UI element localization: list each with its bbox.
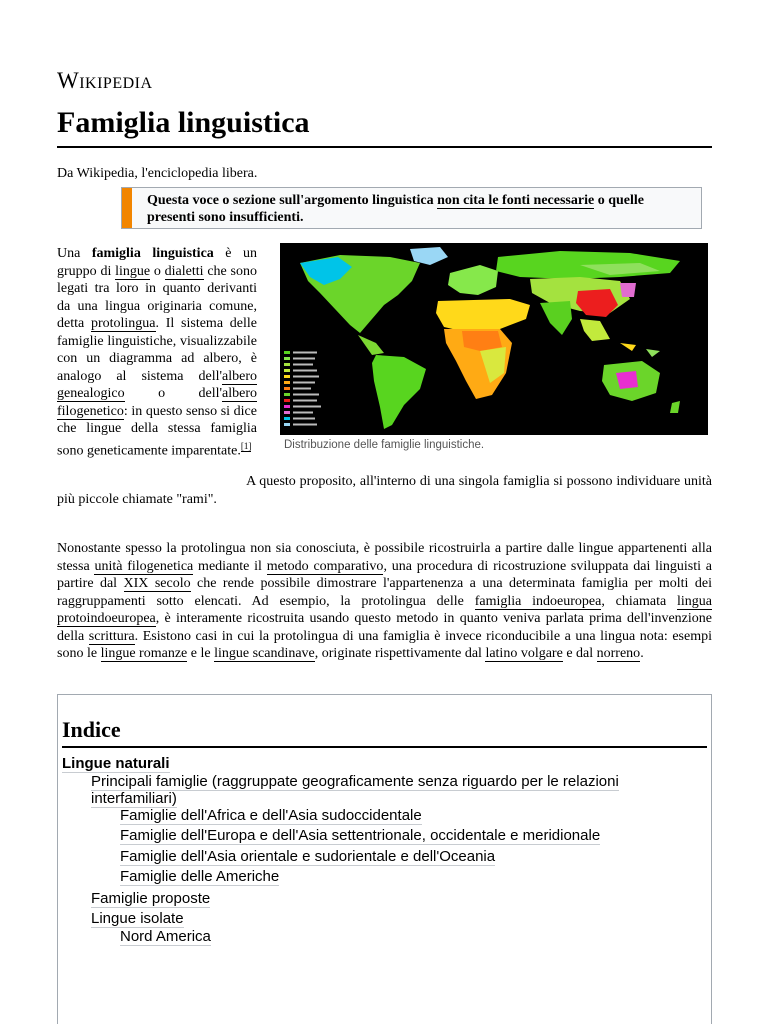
toc-item-lingue-isolate[interactable]: Lingue isolate	[91, 910, 184, 927]
toc-item-europa-asia[interactable]: Famiglie dell'Europa e dell'Asia settentrionale, occidentale e meridionale	[120, 827, 601, 844]
toc-title: Indice	[62, 717, 121, 742]
link-lingua-protoindoeuropea[interactable]: lingua protoindoeuropea	[57, 593, 712, 626]
link-scrittura[interactable]: scrittura	[88, 628, 135, 644]
reference-link[interactable]: [1]	[240, 440, 252, 451]
link-xix-secolo[interactable]: XIX secolo	[123, 576, 191, 591]
toc-item-africa-asia-sudoccidentale[interactable]: Famiglie dell'Africa e dell'Asia sudoccidentale	[120, 807, 422, 824]
page-title: Famiglia linguistica	[57, 106, 310, 139]
link-dialetti[interactable]: dialetti	[164, 263, 204, 279]
title-divider	[57, 146, 712, 148]
notice-link[interactable]: non cita le fonti necessarie	[437, 193, 595, 208]
language-map-figure	[280, 243, 712, 451]
link-lingue[interactable]: lingue	[115, 263, 151, 279]
link-unita-filogenetica[interactable]: unità filogenetica	[94, 558, 194, 574]
toc-item-principali-famiglie[interactable]: Principali famiglie (raggruppate geograficamente senza riguardo per le relazioni interfamiliari)	[91, 773, 619, 807]
link-norreno[interactable]: norreno	[596, 646, 641, 661]
tagline: Da Wikipedia, l'enciclopedia libera.	[57, 166, 258, 181]
link-lingue-romanze[interactable]: lingue romanze	[100, 646, 188, 661]
link-lingue-scandinave[interactable]: lingue scandinave	[214, 646, 315, 661]
link-latino-volgare[interactable]: latino volgare	[485, 646, 563, 661]
world-language-map[interactable]	[280, 243, 708, 435]
figure-caption: Distribuzione delle famiglie linguistiche.	[284, 439, 485, 451]
toc-divider	[62, 746, 707, 748]
sources-notice	[121, 187, 702, 229]
link-famiglia-indoeuropea[interactable]: famiglia indoeuropea	[474, 593, 602, 609]
wikipedia-logo[interactable]: Wikipedia	[57, 68, 153, 93]
link-metodo-comparativo[interactable]: metodo comparativo	[266, 558, 384, 574]
intro-paragraph: Una famiglia linguistica è un gruppo di lingue o dialetti che sono legati tra loro in quanto derivanti da una lingua originaria comune, detta protolingua. Il sistema delle famiglie linguistiche, visualizzabile con un diagramma ad albero, è analogo al sistema dell'albero genealogico o dell'albero filogenetico: in questo senso si dice che lingue della stessa famiglia sono geneticamente imparentate.[1]	[57, 246, 257, 459]
intro-paragraph-continued: A questo proposito, all'interno di una singola famiglia si possono individuare unità più piccole chiamate "rami".	[57, 474, 712, 507]
toc-item-nord-america[interactable]: Nord America	[120, 928, 211, 945]
link-albero-filogenetico[interactable]: albero filogenetico	[57, 386, 257, 419]
toc-item-famiglie-proposte[interactable]: Famiglie proposte	[91, 890, 211, 907]
toc-item-americhe[interactable]: Famiglie delle Americhe	[120, 868, 280, 885]
toc-item-lingue-naturali[interactable]: Lingue naturali	[62, 755, 170, 772]
link-albero-genealogico[interactable]: albero genealogico	[57, 368, 257, 401]
protolingua-paragraph: Nonostante spesso la protolingua non sia conosciuta, è possibile ricostruirla a partire dalle lingue appartenenti alla stessa unità filogenetica mediante il metodo comparativo, una procedura di ricostruzione sviluppata dai linguisti a partire dal XIX secolo che rende possibile dimostrare l'appartenenza a una determinata famiglia per molti dei raggruppamenti sotto elencati. Ad esempio, la protolingua delle famiglia indoeuropea, chiamata lingua protoindoeuropea, è interamente ricostruita usando questo metodo in quanto veniva parlata prima dell'invenzione della scrittura. Esistono casi in cui la protolingua di una famiglia è invece riconducibile a una lingua nota: esempi sono le lingue romanze e le lingue scandinave, originate rispettivamente dal latino volgare e dal norreno.	[57, 541, 713, 661]
notice-accent-bar	[122, 188, 132, 228]
link-protolingua[interactable]: protolingua	[90, 316, 156, 331]
toc-item-asia-oceania[interactable]: Famiglie dell'Asia orientale e sudorientale e dell'Oceania	[120, 848, 496, 865]
notice-text: Questa voce o sezione sull'argomento linguistica non cita le fonti necessarie o quelle presenti sono insufficienti.	[147, 193, 644, 225]
table-of-contents	[57, 694, 712, 1024]
